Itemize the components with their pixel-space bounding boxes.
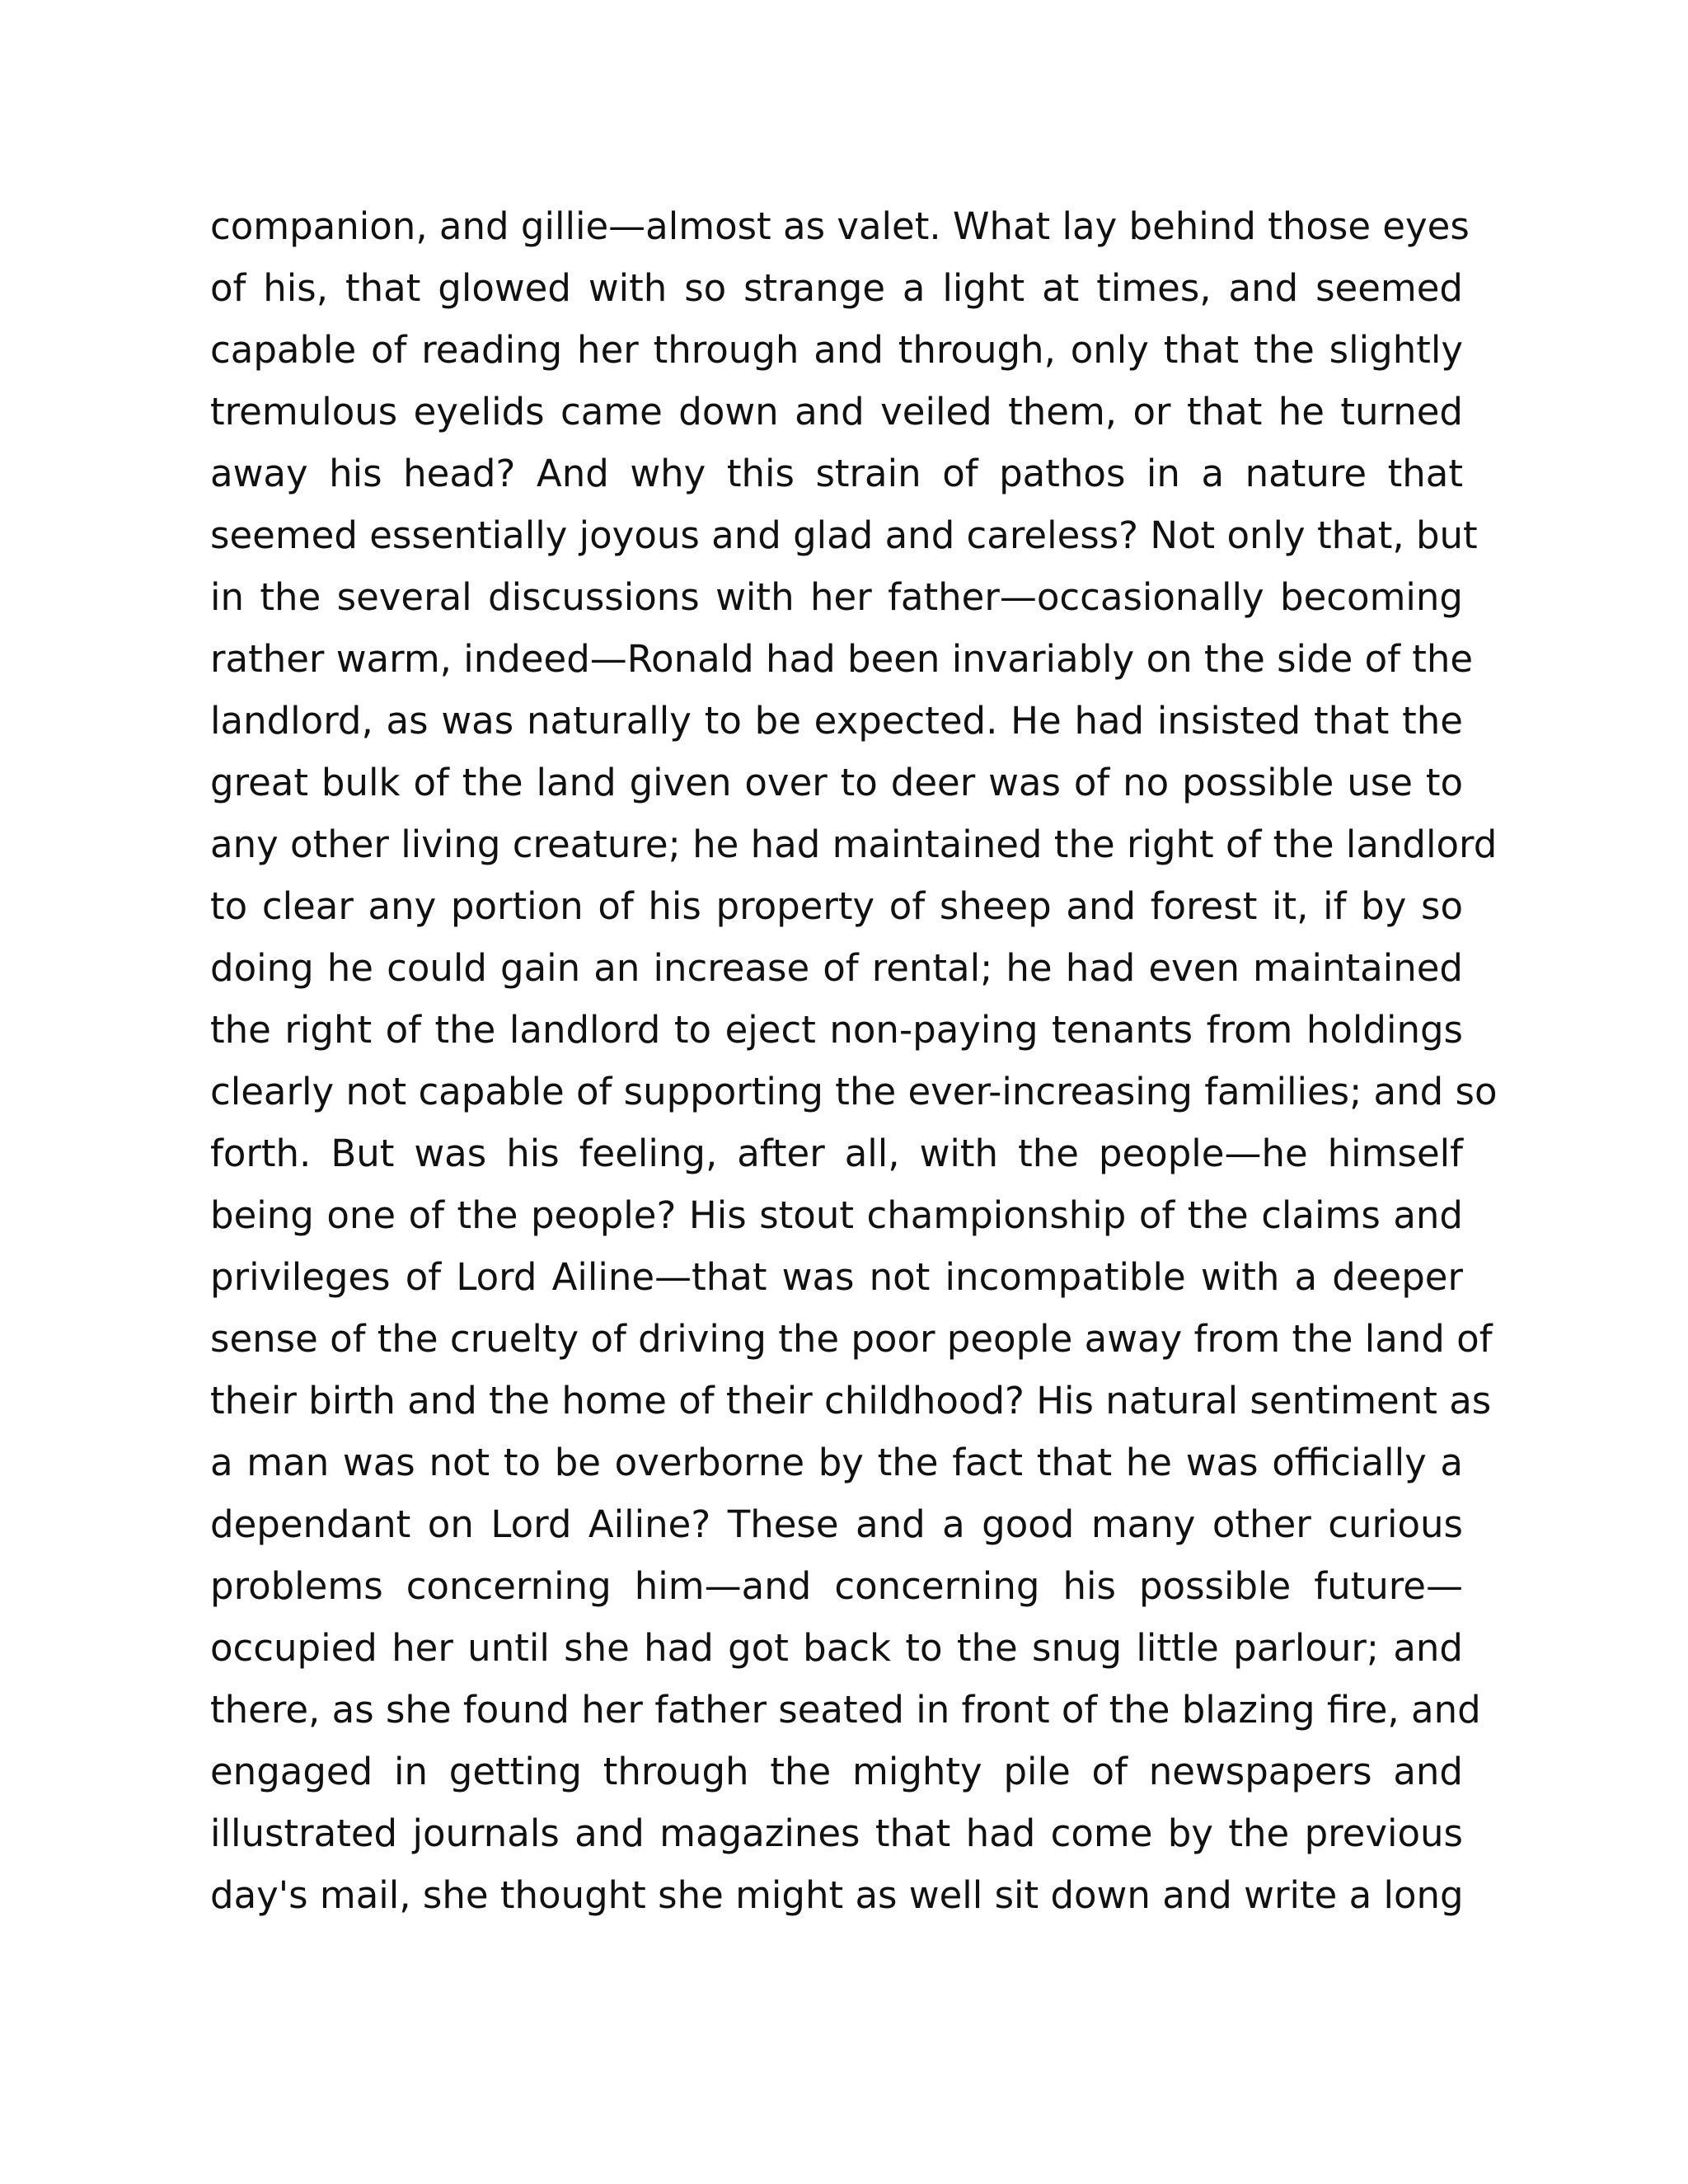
text-line: to clear any portion of his property of sheep and forest it, if by so <box>210 884 1463 928</box>
text-line: in the several discussions with her father—occasionally becoming <box>210 575 1463 619</box>
text-line: day's mail, she thought she might as well sit down and write a long <box>210 1873 1464 1917</box>
text-line: engaged in getting through the mighty pile of newspapers and <box>210 1750 1463 1793</box>
text-line: capable of reading her through and through, only that the slightly <box>210 328 1463 372</box>
text-line: dependant on Lord Ailine? These and a good many other curious <box>210 1502 1463 1546</box>
text-line: landlord, as was naturally to be expected. He had insisted that the <box>210 699 1463 743</box>
text-line: their birth and the home of their childhood? His natural sentiment as <box>210 1379 1492 1422</box>
text-line: any other living creature; he had maintained the right of the landlord <box>210 823 1498 866</box>
text-line: great bulk of the land given over to deer was of no possible use to <box>210 761 1463 804</box>
text-line: companion, and gillie—almost as valet. What lay behind those eyes <box>210 204 1470 248</box>
text-line: privileges of Lord Ailine—that was not incompatible with a deeper <box>210 1255 1463 1299</box>
text-line: doing he could gain an increase of rental; he had even maintained <box>210 946 1463 990</box>
text-line: the right of the landlord to eject non-paying tenants from holdings <box>210 1008 1463 1052</box>
text-line: forth. But was his feeling, after all, with the people—he himself <box>210 1132 1463 1175</box>
body-text <box>210 195 1498 1926</box>
text-line: clearly not capable of supporting the ever-increasing families; and so <box>210 1070 1498 1113</box>
text-line: of his, that glowed with so strange a light at times, and seemed <box>210 266 1463 310</box>
text-line: sense of the cruelty of driving the poor people away from the land of <box>210 1317 1493 1361</box>
text-line: away his head? And why this strain of pathos in a nature that <box>210 452 1463 495</box>
text-line: problems concerning him—and concerning his possible future— <box>210 1564 1463 1608</box>
text-line: seemed essentially joyous and glad and careless? Not only that, but <box>210 513 1478 557</box>
text-line: tremulous eyelids came down and veiled them, or that he turned <box>210 390 1463 434</box>
text-line: there, as she found her father seated in front of the blazing fire, and <box>210 1688 1481 1732</box>
text-line: being one of the people? His stout championship of the claims and <box>210 1193 1463 1237</box>
text-line: rather warm, indeed—Ronald had been invariably on the side of the <box>210 637 1474 681</box>
text-line: occupied her until she had got back to the snug little parlour; and <box>210 1626 1463 1670</box>
text-line: a man was not to be overborne by the fact that he was officially a <box>210 1441 1463 1484</box>
text-line: illustrated journals and magazines that had come by the previous <box>210 1811 1463 1855</box>
